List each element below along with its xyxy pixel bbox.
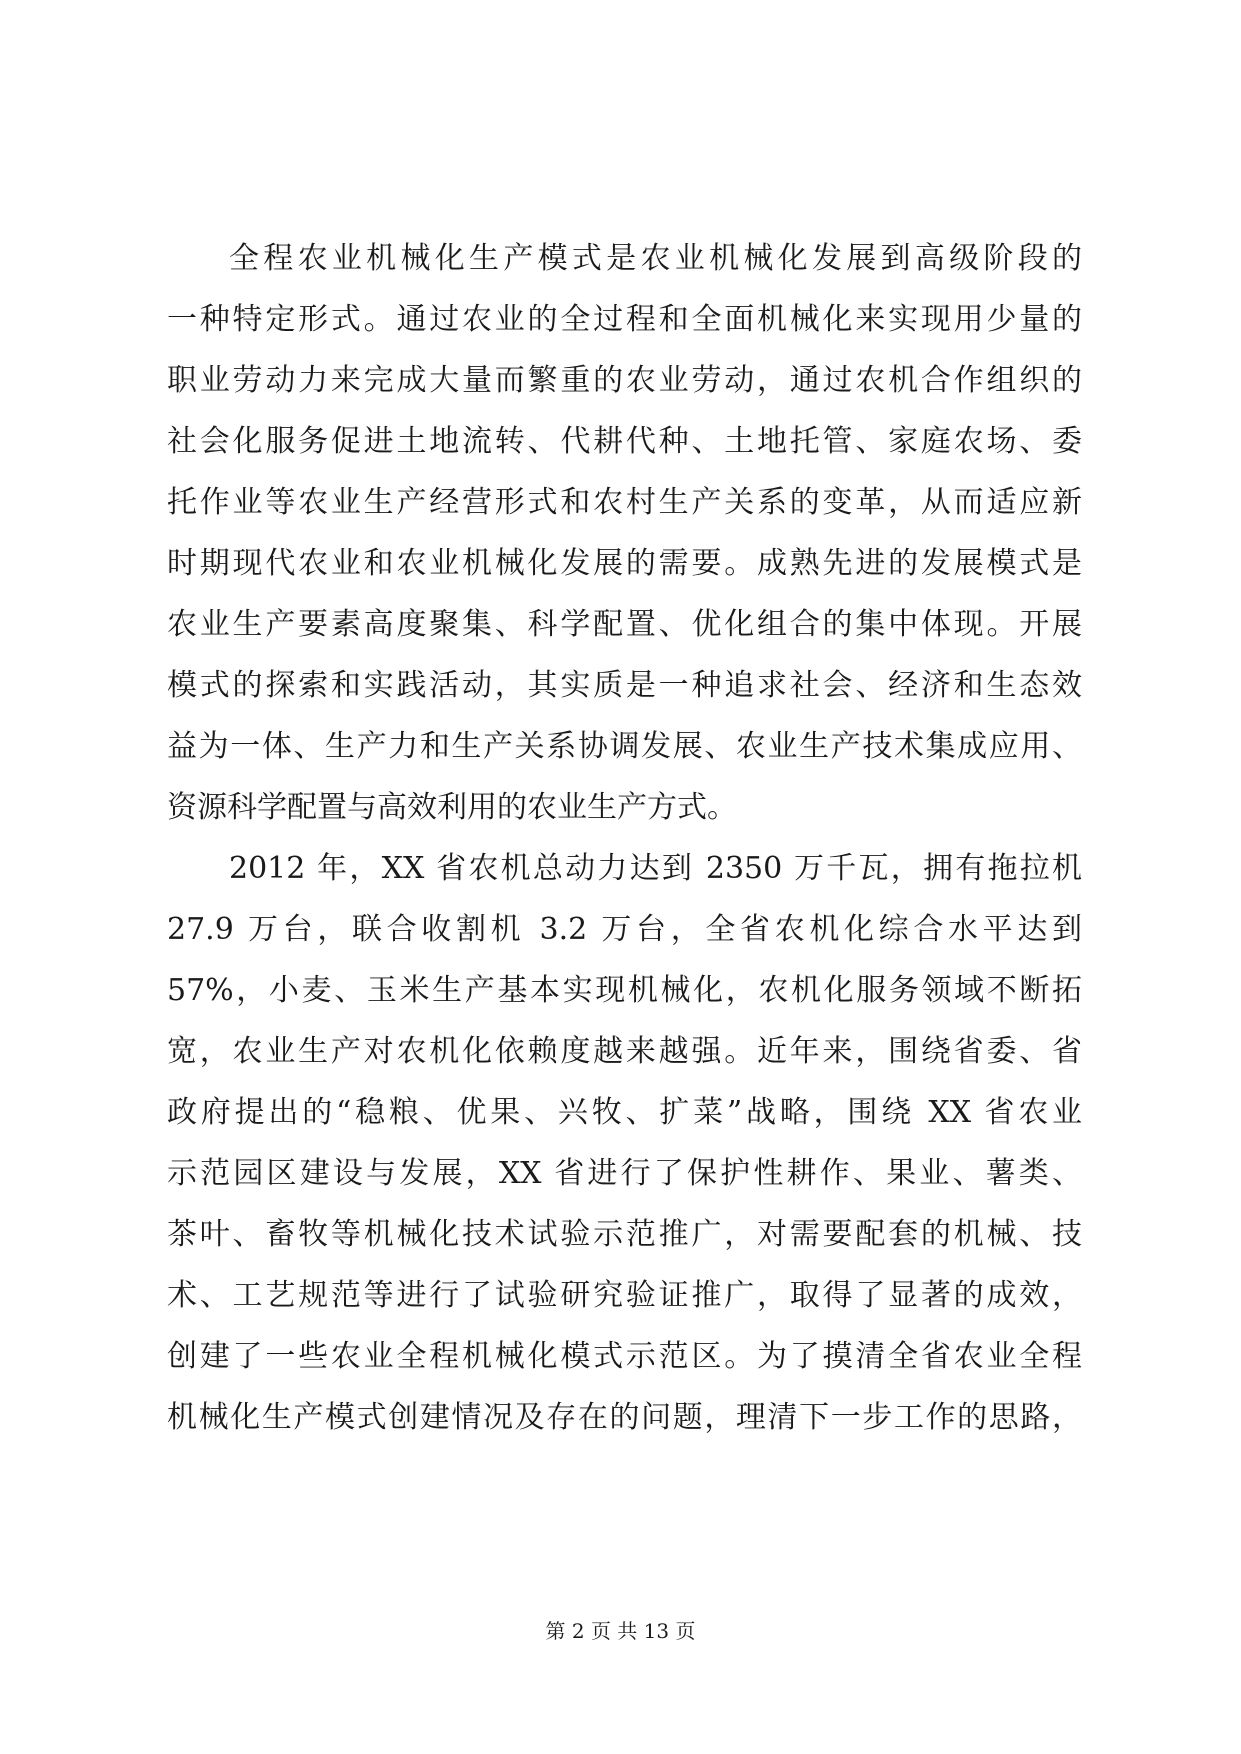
text-line: 茶叶、畜牧等机械化技术试验示范推广，对需要配套的机械、技 bbox=[167, 1217, 1082, 1252]
text-line: 模式的探索和实践活动，其实质是一种追求社会、经济和生态效 bbox=[167, 668, 1082, 703]
text-line: 托作业等农业生产经营形式和农村生产关系的变革，从而适应新 bbox=[167, 485, 1082, 520]
text-line: 时期现代农业和农业机械化发展的需要。成熟先进的发展模式是 bbox=[167, 546, 1082, 581]
body-text bbox=[167, 228, 1082, 1448]
text-line: 机械化生产模式创建情况及存在的问题，理清下一步工作的思路， bbox=[167, 1400, 1082, 1435]
text-line: 社会化服务促进土地流转、代耕代种、土地托管、家庭农场、委 bbox=[167, 424, 1082, 459]
paragraph-2 bbox=[167, 838, 1082, 1448]
text-line: 职业劳动力来完成大量而繁重的农业劳动，通过农机合作组织的 bbox=[167, 363, 1082, 398]
page-footer: 第 2 页 共 13 页 bbox=[545, 1619, 696, 1643]
text-line: 全程农业机械化生产模式是农业机械化发展到高级阶段的 bbox=[229, 241, 1082, 276]
text-line: 术、工艺规范等进行了试验研究验证推广，取得了显著的成效， bbox=[167, 1278, 1082, 1313]
text-line: 创建了一些农业全程机械化模式示范区。为了摸清全省农业全程 bbox=[167, 1339, 1082, 1374]
text-line: 益为一体、生产力和生产关系协调发展、农业生产技术集成应用、 bbox=[167, 729, 1082, 764]
text-line: 政府提出的“稳粮、优果、兴牧、扩菜”战略，围绕 XX 省农业 bbox=[167, 1095, 1082, 1130]
text-line: 资源科学配置与高效利用的农业生产方式。 bbox=[167, 790, 737, 825]
text-line: 示范园区建设与发展，XX 省进行了保护性耕作、果业、薯类、 bbox=[167, 1156, 1082, 1191]
text-line: 农业生产要素高度聚集、科学配置、优化组合的集中体现。开展 bbox=[167, 607, 1082, 642]
paragraph-1 bbox=[167, 228, 1082, 838]
text-line: 2012 年，XX 省农机总动力达到 2350 万千瓦，拥有拖拉机 bbox=[229, 851, 1082, 886]
text-line: 宽，农业生产对农机化依赖度越来越强。近年来，围绕省委、省 bbox=[167, 1034, 1082, 1069]
text-line: 一种特定形式。通过农业的全过程和全面机械化来实现用少量的 bbox=[167, 302, 1082, 337]
text-line: 27.9 万台，联合收割机 3.2 万台，全省农机化综合水平达到 bbox=[167, 912, 1082, 947]
text-line: 57%，小麦、玉米生产基本实现机械化，农机化服务领域不断拓 bbox=[167, 973, 1082, 1008]
